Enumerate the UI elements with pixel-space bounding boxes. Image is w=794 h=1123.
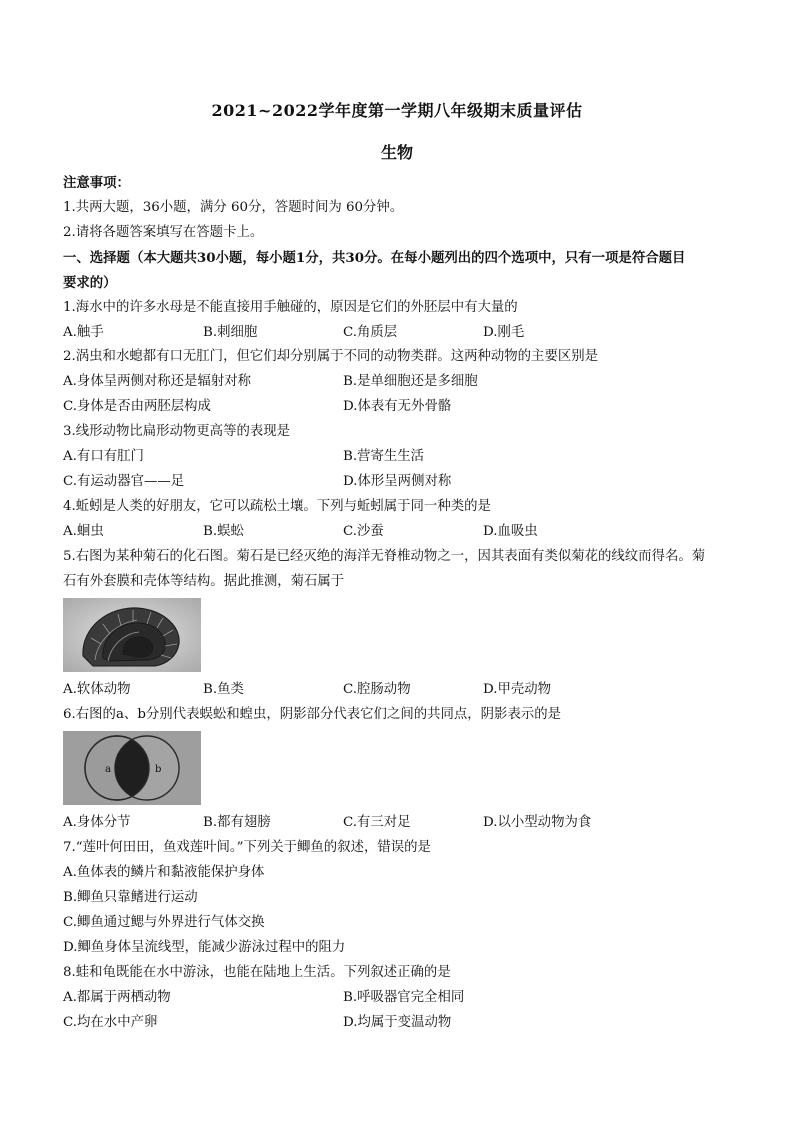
venn-label-a: a (105, 764, 111, 775)
note-item: 2.请将各题答案填写在答题卡上。 (63, 225, 264, 240)
question-stem-cont: 石有外套膜和壳体等结构。据此推测，菊石属于 (63, 574, 345, 589)
option-c: C.角质层 (343, 325, 398, 340)
section-heading: 一、选择题（本大题共30小题，每小题1分，共30分。在每小题列出的四个选项中，只有一项是符合题目 (63, 250, 686, 266)
option-d: D.刚毛 (483, 325, 525, 340)
option-a: A.身体分节 (63, 815, 131, 830)
option-a: A.有口有肛门 (63, 449, 144, 464)
option-c: C.鲫鱼通过鳃与外界进行气体交换 (63, 915, 265, 930)
question-stem: 5.右图为某种菊石的化石图。菊石是已经灭绝的海洋无脊椎动物之一，因其表面有类似菊花的线纹而得名。菊 (63, 549, 706, 564)
question-stem: 7.“莲叶何田田，鱼戏莲叶间。”下列关于鲫鱼的叙述，错误的是 (63, 840, 431, 855)
option-d: D.均属于变温动物 (343, 1015, 452, 1030)
option-c: C.有运动器官——足 (63, 474, 185, 489)
option-b: B.是单细胞还是多细胞 (343, 374, 478, 389)
question-stem: 2.涡虫和水螅都有口无肛门，但它们却分别属于不同的动物类群。这两种动物的主要区别是 (63, 349, 599, 364)
section-heading-cont: 要求的） (63, 275, 117, 291)
venn-diagram-image (63, 731, 201, 805)
subject-title: 生物 (380, 143, 413, 162)
option-b: B.都有翅膀 (203, 815, 271, 830)
option-d: D.体表有无外骨骼 (343, 399, 452, 414)
question-stem: 8.蛙和龟既能在水中游泳，也能在陆地上生活。下列叙述正确的是 (63, 965, 451, 980)
venn-label-b: b (155, 764, 162, 775)
option-a: A.身体呈两侧对称还是辐射对称 (63, 374, 252, 389)
option-c: C.沙蚕 (343, 524, 384, 539)
option-b: B.鲫鱼只靠鳍进行运动 (63, 890, 198, 905)
option-b: B.呼吸器官完全相同 (343, 990, 465, 1005)
option-b: B.刺细胞 (203, 325, 258, 340)
option-a: A.软体动物 (63, 682, 131, 697)
option-d: D.甲壳动物 (483, 682, 552, 697)
option-a: A.触手 (63, 325, 104, 340)
option-b: B.营寄生生活 (343, 449, 425, 464)
option-a: A.鱼体表的鳞片和黏液能保护身体 (63, 865, 265, 880)
exam-title: 2021~2022学年度第一学期八年级期末质量评估 (211, 101, 583, 120)
notes-heading: 注意事项： (63, 175, 130, 191)
question-stem: 1.海水中的许多水母是不能直接用手触碰的，原因是它们的外胚层中有大量的 (63, 300, 518, 315)
option-d: D.鲫鱼身体呈流线型，能减少游泳过程中的阻力 (63, 940, 346, 955)
option-d: D.血吸虫 (483, 524, 538, 539)
option-c: C.腔肠动物 (343, 682, 411, 697)
option-d: D.以小型动物为食 (483, 815, 592, 830)
question-stem: 6.右图的a、b分别代表蜈蚣和蝗虫，阴影部分代表它们之间的共同点，阴影表示的是 (63, 707, 562, 722)
option-b: B.鱼类 (203, 682, 244, 697)
question-stem: 3.线形动物比扁形动物更高等的表现是 (63, 424, 291, 439)
option-b: B.蜈蚣 (203, 524, 244, 539)
option-a: A.蛔虫 (63, 524, 104, 539)
question-stem: 4.蚯蚓是人类的好朋友，它可以疏松土壤。下列与蚯蚓属于同一种类的是 (63, 499, 491, 514)
note-item: 1.共两大题，36小题，满分 60分，答题时间为 60分钟。 (63, 200, 404, 215)
ammonite-fossil-image (63, 598, 201, 672)
option-c: C.有三对足 (343, 815, 411, 830)
option-c: C.均在水中产卵 (63, 1015, 158, 1030)
option-d: D.体形呈两侧对称 (343, 474, 452, 489)
option-a: A.都属于两栖动物 (63, 990, 171, 1005)
option-c: C.身体是否由两胚层构成 (63, 399, 211, 414)
